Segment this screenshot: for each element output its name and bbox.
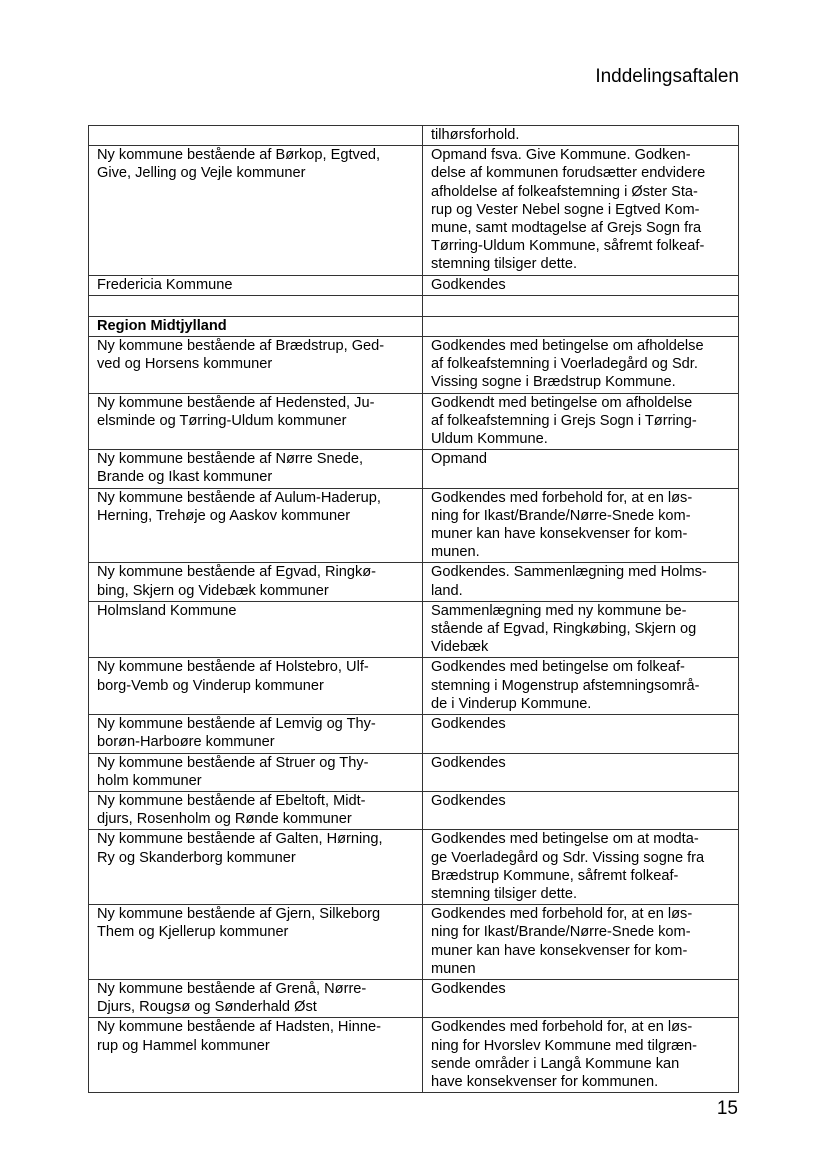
region-heading: Region Midtjylland bbox=[89, 316, 423, 336]
municipality-cell bbox=[89, 126, 423, 146]
table-row bbox=[89, 979, 739, 1017]
municipality-cell bbox=[89, 295, 423, 316]
table-row bbox=[89, 563, 739, 601]
table-row bbox=[89, 146, 739, 275]
decision-cell: Godkendes bbox=[423, 791, 739, 829]
municipality-cell: Ny kommune bestående af Ebeltoft, Midt- djurs, Rosenholm og Rønde kommuner bbox=[89, 791, 423, 829]
table-row bbox=[89, 393, 739, 450]
decision-cell bbox=[423, 316, 739, 336]
municipality-cell: Ny kommune bestående af Struer og Thy- holm kommuner bbox=[89, 753, 423, 791]
table-row bbox=[89, 830, 739, 905]
decision-cell: Godkendes. Sammenlægning med Holms- land. bbox=[423, 563, 739, 601]
decision-cell: Godkendes med forbehold for, at en løs- ning for Ikast/Brande/Nørre-Snede kom- muner kan have konsekvenser for kom- munen bbox=[423, 905, 739, 980]
table-row bbox=[89, 601, 739, 658]
decision-cell: tilhørsforhold. bbox=[423, 126, 739, 146]
municipality-cell: Ny kommune bestående af Nørre Snede, Brande og Ikast kommuner bbox=[89, 450, 423, 488]
municipality-cell: Fredericia Kommune bbox=[89, 275, 423, 295]
municipality-agreement-table bbox=[88, 125, 739, 1093]
municipality-cell: Ny kommune bestående af Holstebro, Ulf- borg-Vemb og Vinderup kommuner bbox=[89, 658, 423, 715]
table-row bbox=[89, 658, 739, 715]
municipality-cell: Ny kommune bestående af Hedensted, Ju- elsminde og Tørring-Uldum kommuner bbox=[89, 393, 423, 450]
decision-cell: Godkendt med betingelse om afholdelse af folkeafstemning i Grejs Sogn i Tørring- Uldum Kommune. bbox=[423, 393, 739, 450]
municipality-cell: Ny kommune bestående af Brædstrup, Ged- ved og Horsens kommuner bbox=[89, 337, 423, 394]
table-row bbox=[89, 337, 739, 394]
table-row bbox=[89, 715, 739, 753]
municipality-cell: Ny kommune bestående af Gjern, Silkeborg Them og Kjellerup kommuner bbox=[89, 905, 423, 980]
decision-cell: Godkendes bbox=[423, 979, 739, 1017]
table-row bbox=[89, 753, 739, 791]
municipality-cell: Ny kommune bestående af Børkop, Egtved, Give, Jelling og Vejle kommuner bbox=[89, 146, 423, 275]
decision-cell: Godkendes bbox=[423, 753, 739, 791]
decision-cell: Opmand fsva. Give Kommune. Godken- delse af kommunen forudsætter endvidere afholdelse af folkeafstemning i Øster Sta- rup og Vester Nebel sogne i Egtved Kom- mune, samt modtagelse af Grejs Sogn fra Tørring-Uldum Kommune, såfremt folkeaf- stemning tilsiger dette. bbox=[423, 146, 739, 275]
decision-cell: Godkendes med forbehold for, at en løs- ning for Ikast/Brande/Nørre-Snede kom- muner kan have konsekvenser for kom- munen. bbox=[423, 488, 739, 563]
table-row bbox=[89, 905, 739, 980]
page-number: 15 bbox=[716, 1098, 738, 1119]
municipality-cell: Ny kommune bestående af Lemvig og Thy- borøn-Harboøre kommuner bbox=[89, 715, 423, 753]
table-row bbox=[89, 316, 739, 336]
decision-cell: Godkendes med betingelse om folkeaf- stemning i Mogenstrup afstemningsområ- de i Vinderup Kommune. bbox=[423, 658, 739, 715]
table-row bbox=[89, 488, 739, 563]
decision-cell: Godkendes med betingelse om at modta- ge Voerladegård og Sdr. Vissing sogne fra Brædstrup Kommune, såfremt folkeaf- stemning tilsiger dette. bbox=[423, 830, 739, 905]
decision-cell: Godkendes bbox=[423, 715, 739, 753]
decision-cell: Godkendes med betingelse om afholdelse af folkeafstemning i Voerladegård og Sdr. Vissing sogne i Brædstrup Kommune. bbox=[423, 337, 739, 394]
decision-cell: Opmand bbox=[423, 450, 739, 488]
table-row bbox=[89, 791, 739, 829]
table-row bbox=[89, 126, 739, 146]
table-row bbox=[89, 275, 739, 295]
municipality-cell: Ny kommune bestående af Grenå, Nørre- Djurs, Rougsø og Sønderhald Øst bbox=[89, 979, 423, 1017]
municipality-cell: Ny kommune bestående af Egvad, Ringkø- bing, Skjern og Videbæk kommuner bbox=[89, 563, 423, 601]
municipality-cell: Holmsland Kommune bbox=[89, 601, 423, 658]
decision-cell: Sammenlægning med ny kommune be- stående af Egvad, Ringkøbing, Skjern og Videbæk bbox=[423, 601, 739, 658]
table-row bbox=[89, 1018, 739, 1093]
decision-cell: Godkendes med forbehold for, at en løs- ning for Hvorslev Kommune med tilgræn- sende områder i Langå Kommune kan have konsekvenser for kommunen. bbox=[423, 1018, 739, 1093]
decision-cell: Godkendes bbox=[423, 275, 739, 295]
running-header: Inddelingsaftalen bbox=[595, 66, 739, 87]
municipality-cell: Ny kommune bestående af Aulum-Haderup, Herning, Trehøje og Aaskov kommuner bbox=[89, 488, 423, 563]
municipality-cell: Ny kommune bestående af Galten, Hørning, Ry og Skanderborg kommuner bbox=[89, 830, 423, 905]
table-row bbox=[89, 450, 739, 488]
decision-cell bbox=[423, 295, 739, 316]
table-row bbox=[89, 295, 739, 316]
municipality-cell: Ny kommune bestående af Hadsten, Hinne- rup og Hammel kommuner bbox=[89, 1018, 423, 1093]
